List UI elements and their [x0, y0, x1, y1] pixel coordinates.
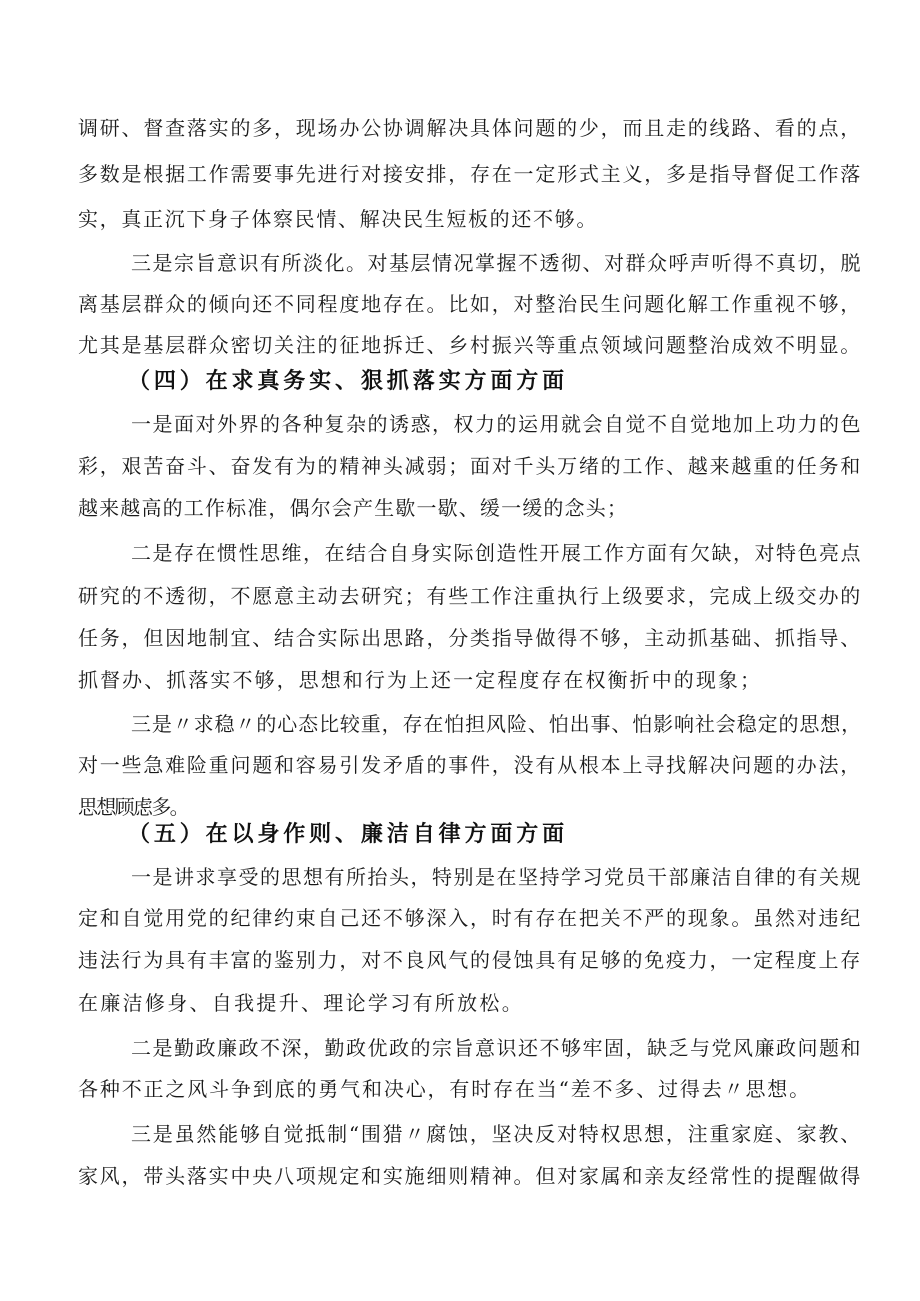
text-line — [0, 284, 920, 324]
section-heading — [0, 362, 920, 402]
text-line — [0, 983, 920, 1023]
section-heading — [0, 815, 920, 855]
text-line — [0, 199, 920, 239]
text-line — [0, 446, 920, 486]
line-text: 任务，但因地制宜、结合实际出思路，分类指导做得不够，主动抓基础、抓指导、 — [78, 626, 863, 650]
text-line — [0, 745, 920, 785]
text-line — [0, 1028, 920, 1068]
line-text: 三是宗旨意识有所淡化。对基层情况掌握不透彻、对群众呼声听得不真切，脱 — [131, 251, 862, 275]
text-line — [0, 154, 920, 194]
line-text: 研究的不透彻，不愿意主动去研究；有些工作注重执行上级要求，完成上级交办的 — [78, 584, 863, 608]
line-text: 三是虽然能够自觉抵制“围猎〃腐蚀，坚决反对特权思想，注重家庭、家教、 — [131, 1122, 862, 1146]
line-text: 家风，带头落实中央八项规定和实施细则精神。但对家属和亲友经常性的提醒做得 — [78, 1164, 863, 1188]
text-line — [0, 618, 920, 658]
text-line — [0, 1156, 920, 1196]
line-text: 尤其是基层群众密切关注的征地拆迁、乡村振兴等重点领域问题整治成效不明显。 — [78, 333, 863, 357]
text-line — [0, 704, 920, 744]
text-line — [0, 325, 920, 365]
line-text: 多数是根据工作需要事先进行对接安排，存在一定形式主义，多是指导督促工作落 — [78, 162, 863, 186]
line-text: 各种不正之风斗争到底的勇气和决心，有时存在当“差不多、过得去〃思想。 — [78, 1077, 811, 1101]
line-text: 对一些急难险重问题和容易引发矛盾的事件，没有从根本上寻找解决问题的办法， — [78, 753, 863, 777]
text-line — [0, 108, 920, 148]
line-text: 一是面对外界的各种复杂的诱惑，权力的运用就会自觉不自觉地加上功力的色 — [131, 412, 862, 436]
text-line — [0, 243, 920, 283]
line-text: 一是讲求享受的思想有所抬头，特别是在坚持学习党员干部廉洁自律的有关规 — [131, 865, 862, 889]
line-text: 思想顾虑多。 — [78, 795, 188, 819]
line-text: 三是〃求稳〃的心态比较重，存在怕担风险、怕出事、怕影响社会稳定的思想， — [131, 712, 863, 736]
line-text: 调研、督查落实的多，现场办公协调解决具体问题的少，而且走的线路、看的点， — [78, 116, 863, 140]
text-line — [0, 1114, 920, 1154]
text-line — [0, 404, 920, 444]
line-text: 抓督办、抓落实不够，思想和行为上还一定程度存在权衡折中的现象； — [78, 668, 763, 692]
line-text: 二是勤政廉政不深，勤政优政的宗旨意识还不够牢固，缺乏与党风廉政问题和 — [131, 1036, 862, 1060]
section-heading-text: （五）在以身作则、廉洁自律方面方面 — [128, 822, 568, 847]
line-text: 在廉洁修身、自我提升、理论学习有所放松。 — [78, 991, 524, 1015]
line-text: 违法行为具有丰富的鉴别力，对不良风气的侵蚀具有足够的免疫力，一定程度上存 — [78, 948, 863, 972]
text-line — [0, 857, 920, 897]
text-line — [0, 940, 920, 980]
text-line — [0, 576, 920, 616]
text-line — [0, 660, 920, 700]
text-line — [0, 898, 920, 938]
section-heading-text: （四）在求真务实、狠抓落实方面方面 — [128, 369, 568, 394]
text-line — [0, 1069, 920, 1109]
line-text: 越来越高的工作标准，偶尔会产生歇一歇、缓一缓的念头； — [78, 496, 629, 520]
text-line — [0, 533, 920, 573]
line-text: 实，真正沉下身子体察民情、解决民生短板的还不够。 — [78, 207, 599, 231]
text-line — [0, 488, 920, 528]
line-text: 定和自觉用党的纪律约束自己还不够深入，时有存在把关不严的现象。虽然对违纪 — [78, 906, 863, 930]
line-text: 彩，艰苦奋斗、奋发有为的精神头减弱；面对千头万绪的工作、越来越重的任务和 — [78, 454, 863, 478]
line-text: 离基层群众的倾向还不同程度地存在。比如，对整治民生问题化解工作重视不够， — [78, 292, 863, 316]
line-text: 二是存在惯性思维，在结合自身实际创造性开展工作方面有欠缺，对特色亮点 — [131, 541, 862, 565]
